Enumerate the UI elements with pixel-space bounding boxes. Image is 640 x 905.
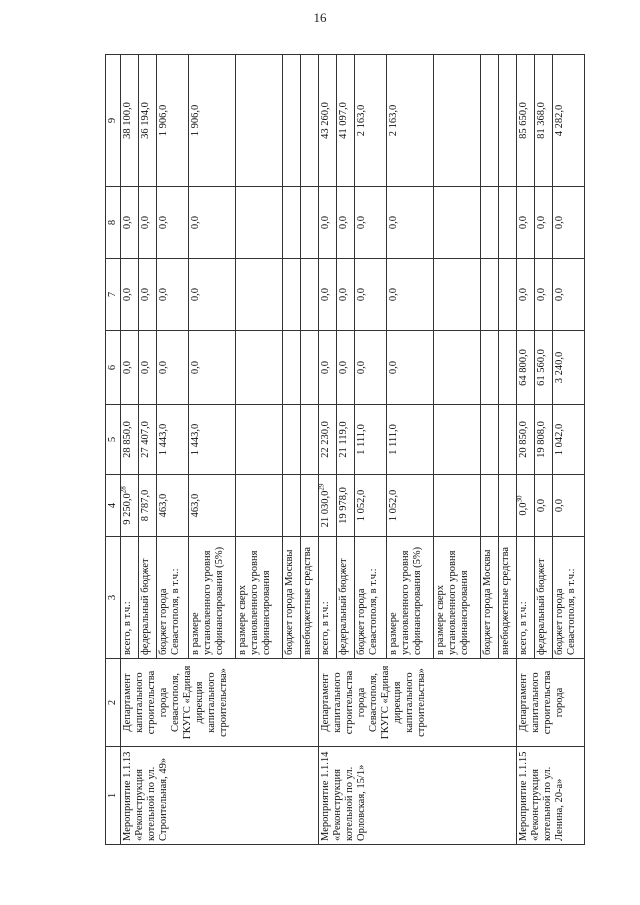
value-cell-col4 [138,475,156,537]
value-cell-c8: 0,0 [138,187,156,259]
value-cell-c7 [498,259,516,331]
value-cell-c9 [282,55,300,187]
value-text: 1 052,0 [388,489,400,522]
value-cell-c8: 0,0 [534,187,552,259]
header-cell: 8 [106,187,121,259]
value-cell-c8: 0,0 [336,187,354,259]
funding-source: бюджет города Севастополя, в т.ч.: [156,537,188,659]
value-cell-c6: 3 240,0 [552,331,584,405]
value-cell-c7: 0,0 [534,259,552,331]
value-cell-c9: 36 194,0 [138,55,156,187]
value-cell-c8 [433,187,480,259]
value-cell-col4 [282,475,300,537]
value-cell-c6 [498,331,516,405]
header-cell: 5 [106,405,121,475]
value-cell-c5 [282,405,300,475]
funding-source: всего, в т.ч.: [516,537,534,659]
value-cell-c6 [236,331,283,405]
value-cell-c5: 22 230,0 [318,405,336,475]
funding-source: бюджет города Севастополя, в т.ч.: [552,537,584,659]
funding-source: федеральный бюджет [138,537,156,659]
value-cell-c9: 2 163,0 [387,55,434,187]
measure-title: Мероприятие 1.1.15 «Реконструкция котельной по ул. Ленина, 20-а» [516,747,584,845]
value-cell-c6: 0,0 [156,331,188,405]
value-cell-c6: 0,0 [121,331,139,405]
value-cell-c7 [282,259,300,331]
value-cell-c9: 38 100,0 [121,55,139,187]
value-text: 0,0 [535,498,547,513]
value-cell-c6: 0,0 [138,331,156,405]
funding-source: всего, в т.ч.: [318,537,336,659]
funding-source: бюджет города Москвы [480,537,498,659]
value-cell-c6: 0,0 [318,331,336,405]
value-text: 9 250,0 [122,493,133,525]
value-text: 8 787,0 [139,489,151,522]
value-cell-c9: 81 368,0 [534,55,552,187]
value-cell-c5: 19 808,0 [534,405,552,475]
value-cell-col4 [534,475,552,537]
value-cell-c6 [282,331,300,405]
funding-table [105,54,585,845]
value-cell-col4 [516,475,534,537]
value-cell-c7: 0,0 [552,259,584,331]
value-cell-c9: 43 260,0 [318,55,336,187]
funding-source: в размере установленного уровня софинансирования (5%) [189,537,236,659]
value-cell-c8: 0,0 [354,187,386,259]
header-cell: 6 [106,331,121,405]
value-cell-c6: 61 560,0 [534,331,552,405]
value-cell-c8 [282,187,300,259]
value-cell-col4 [121,475,139,537]
value-cell-c8: 0,0 [121,187,139,259]
value-text: 463,0 [157,493,169,518]
value-cell-c7: 0,0 [516,259,534,331]
value-cell-c8 [236,187,283,259]
table-row [516,55,534,845]
value-cell-c8: 0,0 [189,187,236,259]
value-cell-c5 [433,405,480,475]
value-cell-c9 [480,55,498,187]
value-cell-col4 [387,475,434,537]
value-cell-c6 [433,331,480,405]
value-cell-c9: 2 163,0 [354,55,386,187]
value-cell-c8: 0,0 [318,187,336,259]
value-cell-c9: 4 282,0 [552,55,584,187]
value-cell-c9 [300,55,318,187]
value-cell-c5: 1 042,0 [552,405,584,475]
value-cell-c8 [498,187,516,259]
measure-executor: Департамент капитального строительства города Севастополя, ГКУГС «Единая дирекция капитального строительства» [318,659,516,747]
value-cell-c7 [300,259,318,331]
value-cell-c5: 1 443,0 [189,405,236,475]
value-text: 0,0 [553,498,565,513]
value-cell-c7: 0,0 [156,259,188,331]
value-cell-c7: 0,0 [318,259,336,331]
value-cell-c7 [433,259,480,331]
funding-source: в размере сверх установленного уровня софинансирования [236,537,283,659]
value-cell-c6: 64 800,0 [516,331,534,405]
value-cell-c7: 0,0 [387,259,434,331]
funding-source: бюджет города Москвы [282,537,300,659]
value-cell-c6: 0,0 [387,331,434,405]
value-cell-col4 [354,475,386,537]
page-number: 16 [313,10,327,25]
value-cell-c7: 0,0 [138,259,156,331]
value-cell-col4 [552,475,584,537]
value-cell-c8 [300,187,318,259]
value-cell-c9: 85 650,0 [516,55,534,187]
funding-source: федеральный бюджет [336,537,354,659]
table-row [121,55,139,845]
value-cell-col4 [433,475,480,537]
funding-source: внебюджетные средства [300,537,318,659]
value-cell-c9: 41 097,0 [336,55,354,187]
measure-title: Мероприятие 1.1.13 «Реконструкция котельной по ул. Строительная, 49» [121,747,319,845]
value-cell-c8 [480,187,498,259]
value-cell-c8: 0,0 [516,187,534,259]
value-cell-c5: 1 111,0 [354,405,386,475]
funding-source: в размере сверх установленного уровня софинансирования [433,537,480,659]
header-cell: 9 [106,55,121,187]
value-cell-c9 [433,55,480,187]
value-cell-col4 [300,475,318,537]
value-cell-col4 [156,475,188,537]
header-cell: 3 [106,537,121,659]
value-cell-c7 [480,259,498,331]
value-cell-c5 [480,405,498,475]
value-cell-c5: 27 407,0 [138,405,156,475]
value-cell-c5 [498,405,516,475]
header-cell: 2 [106,659,121,747]
value-cell-c8: 0,0 [387,187,434,259]
value-cell-col4 [480,475,498,537]
value-cell-c7: 0,0 [336,259,354,331]
value-text: 21 030,0 [319,490,331,528]
funding-source: бюджет города Севастополя, в т.ч.: [354,537,386,659]
value-cell-c6 [480,331,498,405]
header-cell: 1 [106,747,121,845]
value-cell-c9 [498,55,516,187]
footnote-ref: 28 [119,486,128,494]
value-cell-c6 [300,331,318,405]
funding-source: внебюджетные средства [498,537,516,659]
value-cell-c6: 0,0 [354,331,386,405]
value-cell-c9 [236,55,283,187]
measure-executor: Департамент капитального строительства города [516,659,584,747]
value-cell-c8: 0,0 [156,187,188,259]
footnote-ref: 30 [515,495,524,503]
table-row [318,55,336,845]
value-cell-col4 [236,475,283,537]
footnote-ref: 29 [317,483,326,491]
value-cell-col4 [498,475,516,537]
measure-title: Мероприятие 1.1.14 «Реконструкция котельной по ул. Орловская, 15/1» [318,747,516,845]
value-cell-c5 [236,405,283,475]
value-cell-c6: 0,0 [336,331,354,405]
value-cell-c7: 0,0 [121,259,139,331]
measure-executor: Департамент капитального строительства города Севастополя, ГКУГС «Единая дирекция капитального строительства» [121,659,319,747]
rotated-table-container [105,55,585,845]
value-cell-c8: 0,0 [552,187,584,259]
value-cell-col4 [336,475,354,537]
funding-source: всего, в т.ч.: [121,537,139,659]
value-cell-col4 [318,475,336,537]
funding-source: в размере установленного уровня софинансирования (5%) [387,537,434,659]
value-cell-c7: 0,0 [189,259,236,331]
value-cell-c9: 1 906,0 [189,55,236,187]
value-text: 0,0 [517,502,529,516]
value-cell-c5: 20 850,0 [516,405,534,475]
value-cell-c5: 1 443,0 [156,405,188,475]
value-cell-c5: 1 111,0 [387,405,434,475]
value-cell-c5 [300,405,318,475]
value-cell-c7: 0,0 [354,259,386,331]
funding-source: федеральный бюджет [534,537,552,659]
value-text: 463,0 [190,493,202,518]
value-text: 19 978,0 [337,487,349,524]
table-body [121,55,585,845]
value-text: 1 052,0 [355,489,367,522]
header-row [106,55,121,845]
value-cell-c6: 0,0 [189,331,236,405]
header-cell: 7 [106,259,121,331]
value-cell-c5: 21 119,0 [336,405,354,475]
header-cell: 4 [106,475,121,537]
value-cell-c5: 28 850,0 [121,405,139,475]
value-cell-c9: 1 906,0 [156,55,188,187]
value-cell-col4 [189,475,236,537]
value-cell-c7 [236,259,283,331]
